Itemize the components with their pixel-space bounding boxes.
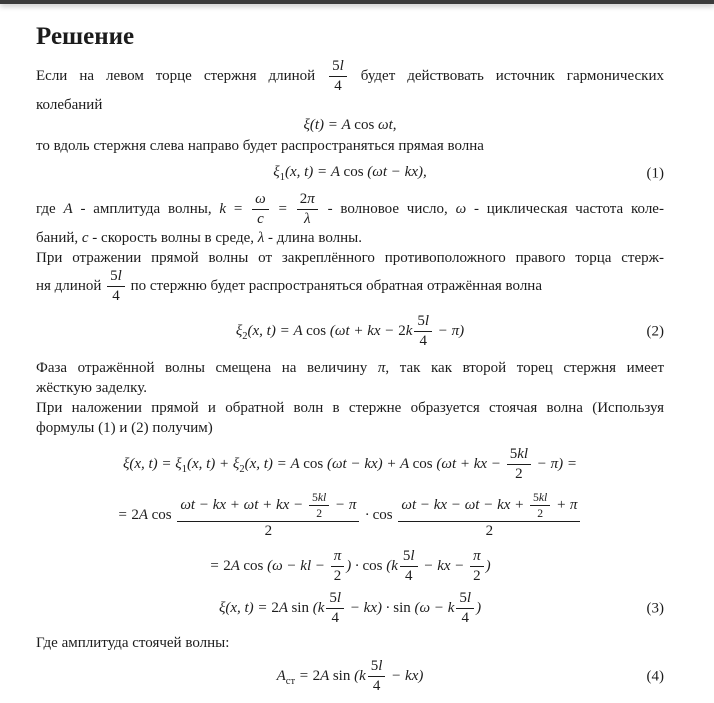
fraction: ωt − kx − ωt − kx + $\frac{5kl}{2}$ + π 2 bbox=[398, 491, 580, 540]
page-title: Решение bbox=[36, 23, 135, 50]
fraction: $\frac{\pi}{2}$ bbox=[470, 548, 484, 585]
equation bbox=[36, 164, 664, 183]
paragraph-line: При наложении прямой и обратной волн в стержне образуется стоячая волна (Используя bbox=[36, 400, 664, 416]
equation-number: (4) bbox=[646, 668, 664, 684]
fraction: $\frac{5kl}{2}$ bbox=[309, 491, 329, 520]
fraction: $\frac{5l}{4}$ bbox=[326, 590, 344, 627]
paragraph-line: При отражении прямой волны от закреплённого противоположного правого торца стерж- bbox=[36, 250, 664, 266]
fraction: $\frac{5l}{4}$ bbox=[400, 548, 418, 585]
equation bbox=[36, 446, 664, 483]
equation-math: ξ(t) = A cos ωt, bbox=[303, 117, 397, 133]
fraction: $\frac{5kl}{2}$ bbox=[507, 446, 531, 483]
fraction: $\frac{5l}{4}$ bbox=[107, 268, 125, 305]
equation-math: = 2A cos (ω − kl − $\frac{\pi}{2}$ ) · cos (k $\frac{5l}{4}$ − kx − $\frac{\pi}{2}$ ) bbox=[209, 548, 491, 584]
paragraph-line: где A - амплитуда волны, k = $\frac{\omega}{c}$ = $\frac{2\pi}{\lambda}$ - волновое число, ω - циклическая частота коле- bbox=[36, 191, 664, 227]
equation bbox=[36, 117, 664, 134]
paragraph-line: ня длиной $\frac{5l}{4}$ по стержню будет распространяться обратная отражённая волна bbox=[36, 268, 542, 304]
equation-number: (1) bbox=[646, 165, 664, 181]
equation-math: $A_{ст} = 2A$ sin (k $\frac{5l}{4}$ − kx) bbox=[276, 658, 424, 694]
fraction: ωt − kx + ωt + kx − $\frac{5kl}{2}$ − π 2 bbox=[177, 491, 359, 540]
fraction: $\frac{2\pi}{\lambda}$ bbox=[297, 191, 318, 228]
paragraph-line: Фаза отражённой волны смещена на величину π, так как второй торец стержня имеет bbox=[36, 360, 664, 376]
equation-number: (3) bbox=[646, 600, 664, 616]
equation bbox=[36, 658, 664, 695]
solution-document bbox=[0, 4, 714, 695]
fraction: $\frac{5kl}{2}$ bbox=[530, 491, 550, 520]
equation bbox=[36, 548, 664, 585]
equation bbox=[36, 313, 664, 350]
paragraph-line: колебаний bbox=[36, 97, 103, 113]
paragraph-line: баний, c - скорость волны в среде, λ - длина волны. bbox=[36, 230, 362, 246]
equation-math: ξ(x, $t) = \xi_1(x$, $t) + \xi_2(x$, t) = A cos (ωt − kx) + A cos (ωt + kx − $\frac{5kl}{2}$ − π) = bbox=[122, 446, 578, 482]
paragraph-line: Если на левом торце стержня длиной $\frac{5l}{4}$ будет действовать источник гармонических bbox=[36, 58, 664, 94]
fraction: $\frac{\omega}{c}$ bbox=[252, 191, 269, 228]
equation-number: (2) bbox=[646, 323, 664, 339]
equation bbox=[36, 590, 664, 627]
fraction: $\frac{5l}{4}$ bbox=[368, 658, 386, 695]
fraction: $\frac{\pi}{2}$ bbox=[331, 548, 345, 585]
paragraph-line: жёсткую заделку. bbox=[36, 380, 147, 396]
fraction: $\frac{5l}{4}$ bbox=[329, 58, 347, 95]
equation-math: $\xi_2(x$, t) = A cos (ωt + kx − 2k $\frac{5l}{4}$ − π) bbox=[235, 313, 465, 349]
equation-math: ξ(x, t) = 2A sin (k $\frac{5l}{4}$ − kx) · sin (ω − k $\frac{5l}{4}$ ) bbox=[218, 590, 482, 626]
fraction: $\frac{5l}{4}$ bbox=[414, 313, 432, 350]
fraction: $\frac{5l}{4}$ bbox=[456, 590, 474, 627]
equation-math: = 2A cos ωt − kx + ωt + kx − $\frac{5kl}{2}$ − π 2 · cos ωt − kx − ωt − kx + $\frac{5kl}{2}$ + π 2 bbox=[118, 507, 583, 523]
paragraph-line: то вдоль стержня слева направо будет распространяться прямая волна bbox=[36, 138, 484, 154]
equation-math: $\xi_1(x$, t) = A cos (ωt − kx), bbox=[273, 164, 427, 183]
paragraph-line: Где амплитуда стоячей волны: bbox=[36, 635, 230, 651]
paragraph-line: формулы (1) и (2) получим) bbox=[36, 420, 213, 436]
equation bbox=[36, 491, 664, 540]
